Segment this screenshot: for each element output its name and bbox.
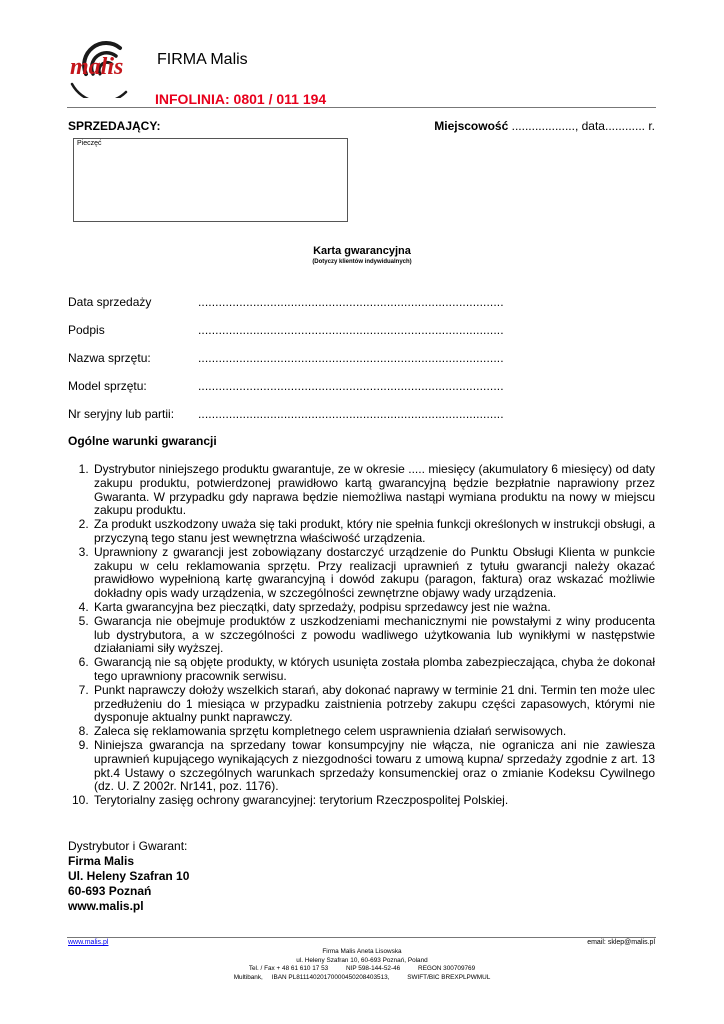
field-dots-serial: .........................................................................................	[198, 407, 504, 421]
terms-item: 10. Terytorialny zasięg ochrony gwarancyjnej: terytorium Rzeczpospolitej Polskiej.	[92, 794, 655, 808]
card-subtitle: (Dotyczy klientów indywidualnych)	[312, 259, 412, 265]
footer-line: Multibank, IBAN PL81114020170000450208403513, SWIFT/BIC BREXPLPWMUL	[233, 973, 491, 981]
terms-item: 9. Niniejsza gwarancja na sprzedany towar konsumpcyjny nie włącza, nie ogranicza ani nie zawiesza uprawnień kupującego wynikających z niezgodności towaru z umową kupna/ sprzedaży zgodnie z art. 13 pkt.4 Ustawy o szczególnych warunkach sprzedaży konsumenckiej oraz o zmianie Kodeksu Cywilnego (dz. U. Z 2002r. Nr141, poz. 1176).	[92, 739, 655, 794]
field-dots-signature: .........................................................................................	[198, 323, 504, 337]
field-label-sale-date: Data sprzedaży	[68, 295, 152, 309]
field-label-model: Model sprzętu:	[68, 379, 147, 393]
terms-item: 4. Karta gwarancyjna bez pieczątki, daty sprzedaży, podpisu sprzedawcy jest nie ważna.	[92, 601, 655, 615]
terms-item: 1. Dystrybutor niniejszego produktu gwarantuje, ze w okresie ..... miesięcy (akumulatory 6 miesięcy) od daty zakupu produktu, potwierdzonej prawidłowo kartą gwarancyjną będzie bezpłatnie naprawiony przez Gwaranta. W przypadku gdy naprawa będzie niemożliwa nastąpi wymiana produktu na nowy w miejscu zakupu produktu.	[92, 463, 655, 518]
terms-heading: Ogólne warunki gwarancji	[68, 434, 217, 448]
footer-email: email: sklep@malis.pl	[587, 939, 655, 946]
company-name: FIRMA Malis	[157, 51, 248, 68]
terms-list	[68, 463, 655, 808]
field-dots-device-name: .........................................................................................	[198, 351, 504, 365]
distributor-city: 60-693 Poznań	[68, 884, 152, 898]
place-date-line	[434, 119, 655, 133]
field-label-signature: Podpis	[68, 323, 105, 337]
place-date-fill: ..................., data............ r.	[508, 119, 655, 133]
footer-line: Tel. / Fax + 48 61 610 17 53 NIP 598-144-52-46 REGON 300709769	[248, 965, 476, 973]
stamp-label: Pieczęć	[77, 140, 102, 147]
terms-item: 8. Zaleca się reklamowania sprzętu kompletnego celem usprawnienia działań serwisowych.	[92, 725, 655, 739]
footer-line: Firma Malis Aneta Lisowska	[322, 948, 402, 955]
distributor-intro: Dystrybutor i Gwarant:	[68, 839, 188, 853]
distributor-web: www.malis.pl	[68, 899, 144, 913]
terms-item: 3. Uprawniony z gwarancji jest zobowiązany dostarczyć urządzenie do Punktu Obsługi Klienta w punkcie zakupu w celu reklamowania sprzętu. Przy realizacji uprawnień z tytułu gwarancji należy okazać prawidłowo wypełnioną kartę gwarancyjną i dowód zakupu (paragon, faktura) oraz wskazać możliwie dokładny opis wady urządzenia, w szczególności zewnętrzne objawy wady urządzenia.	[92, 546, 655, 601]
distributor-block	[68, 839, 189, 914]
footer-website-link[interactable]: www.malis.pl	[68, 939, 109, 946]
field-label-serial: Nr seryjny lub partii:	[68, 407, 175, 421]
place-label: Miejscowość	[434, 119, 509, 133]
terms-item: 7. Punkt naprawczy dołoży wszelkich starań, aby dokonać naprawy w terminie 21 dni. Termin ten może ulec przedłużeniu do 1 miesiąca w przypadku zaistnienia potrzeby zakupu części zapasowych, którymi nie dysponuje aktualny punkt naprawczy.	[92, 684, 655, 725]
field-dots-sale-date: .........................................................................................	[198, 295, 504, 309]
distributor-street: Ul. Heleny Szafran 10	[68, 869, 190, 883]
header-divider	[67, 107, 656, 108]
footer-company-details	[0, 948, 724, 982]
terms-item: 5. Gwarancja nie obejmuje produktów z uszkodzeniami mechanicznymi nie powstałymi z winy producenta lub dystrybutora, a w szczególności z powodu wadliwego użytkowania lub wynikłymi w następstwie działaniami siły wyższej.	[92, 615, 655, 656]
logo-wordmark: malis	[70, 54, 124, 80]
hotline: INFOLINIA: 0801 / 011 194	[155, 91, 327, 107]
footer-divider	[67, 937, 656, 938]
field-label-device-name: Nazwa sprzętu:	[68, 351, 151, 365]
field-dots-model: .........................................................................................	[198, 379, 504, 393]
terms-item: 6. Gwarancją nie są objęte produkty, w których usunięta została plomba zabezpieczająca, chyba że dokonał tego uprawniony pracownik serwisu.	[92, 656, 655, 684]
footer-line: ul. Heleny Szafran 10, 60-693 Poznań, Poland	[296, 956, 428, 964]
stamp-box	[73, 138, 348, 222]
terms-item: 2. Za produkt uszkodzony uważa się taki produkt, który nie spełnia funkcji określonych w instrukcji obsługi, a przyczyną tego stanu jest wewnętrzna właściwość urządzenia.	[92, 518, 655, 546]
distributor-name: Firma Malis	[68, 854, 135, 868]
malis-logo	[66, 34, 142, 98]
seller-label: SPRZEDAJĄCY:	[68, 119, 161, 133]
card-title: Karta gwarancyjna	[313, 245, 411, 257]
